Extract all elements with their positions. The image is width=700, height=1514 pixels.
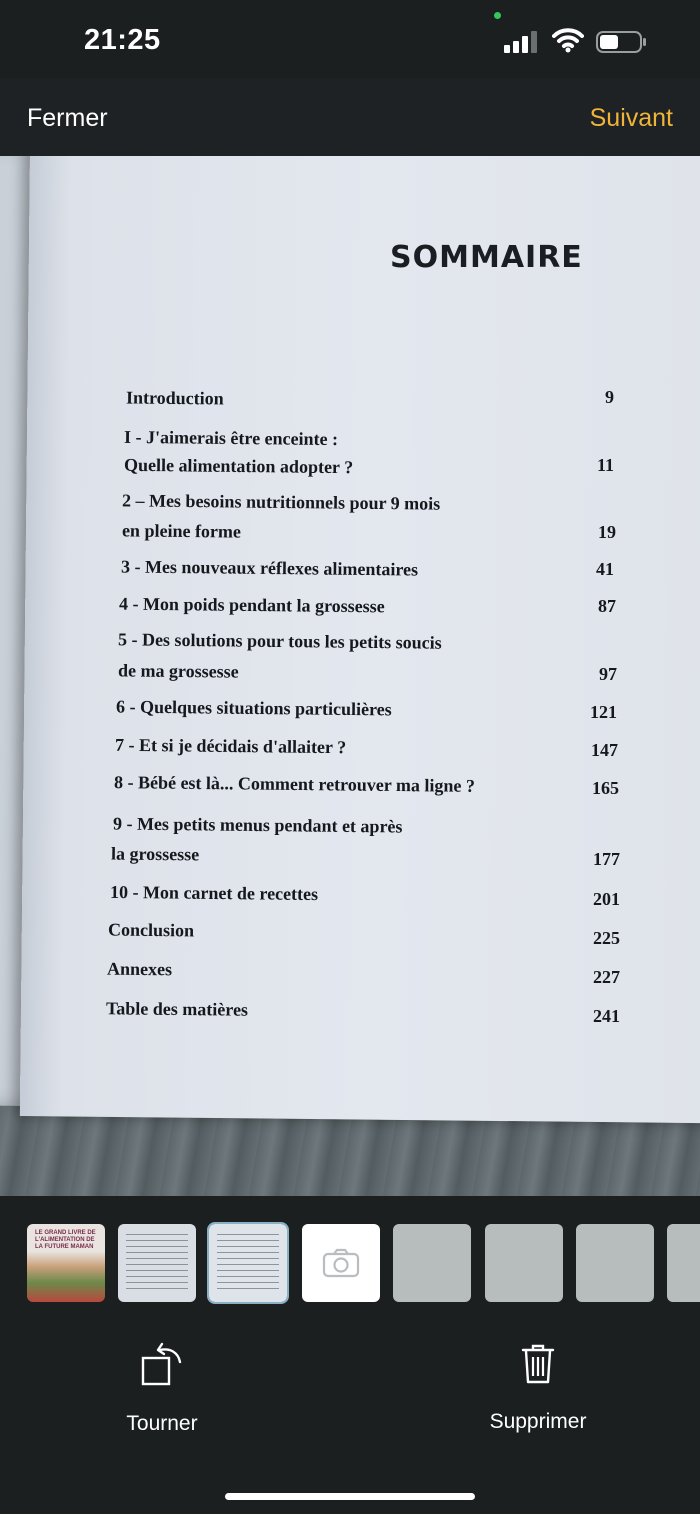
toc-entry-page-number: 41 [596, 559, 614, 579]
toc-entry-text: 8 - Bébé est là... Comment retrouver ma ligne ? [113, 772, 476, 796]
empty-slot [393, 1224, 471, 1302]
page-thumbnail-icon [217, 1234, 279, 1294]
toc-entry-text: 7 - Et si je décidais d'allaiter ? [114, 734, 347, 758]
toc-entry-page-number: 201 [593, 889, 620, 909]
thumbnail-scan-3-selected[interactable] [209, 1224, 287, 1302]
delete-label: Supprimer [489, 1410, 587, 1433]
toc-entry-page-number: 147 [591, 740, 618, 760]
toc-entry-text: Quelle alimentation adopter ? [123, 454, 354, 478]
toc-entry-page-number: 121 [590, 702, 617, 722]
toc-entry-text: I - J'aimerais être enceinte : [123, 426, 339, 450]
close-button[interactable]: Fermer [27, 104, 108, 132]
toc-entry-text: Annexes [106, 958, 173, 980]
toc-entry-text: 2 – Mes besoins nutritionnels pour 9 mois [121, 490, 441, 514]
thumbnail-strip [0, 1196, 700, 1324]
toc-entry-text: 5 - Des solutions pour tous les petits soucis [117, 629, 442, 653]
document-title: SOMMAIRE [390, 240, 583, 275]
toc-entry-text: la grossesse [110, 843, 200, 865]
toc-entry-text: 6 - Quelques situations particulières [115, 696, 392, 720]
book-cover-text: LE GRAND LIVRE DE L'ALIMENTATION DE LA FUTURE MAMAN [35, 1230, 96, 1250]
status-time: 21:25 [84, 24, 161, 56]
rotate-button[interactable] [102, 1342, 222, 1436]
toc-entry-page-number: 241 [593, 1006, 620, 1026]
trash-icon [521, 1342, 555, 1386]
toc-entry-text: Introduction [125, 387, 224, 409]
home-indicator [225, 1493, 475, 1500]
toc-entry-page-number: 9 [605, 387, 614, 407]
toc-entry-page-number: 165 [592, 778, 619, 798]
toc-entry-page-number: 11 [596, 455, 614, 475]
rotate-icon [140, 1342, 184, 1388]
add-scan-button[interactable] [302, 1224, 380, 1302]
empty-slot [485, 1224, 563, 1302]
toc-entry-text: 9 - Mes petits menus pendant et après [112, 813, 403, 837]
toc-entry-text: en pleine forme [121, 520, 242, 542]
toc-entry-page-number: 225 [593, 928, 620, 948]
next-button[interactable]: Suivant [589, 104, 673, 132]
page-thumbnail-icon [126, 1234, 188, 1294]
delete-button[interactable] [470, 1342, 606, 1434]
bottom-toolbar [0, 1324, 700, 1514]
toc-entry-page-number: 227 [593, 967, 620, 987]
toc-entry-page-number: 19 [598, 522, 616, 542]
toc-entry-page-number: 87 [598, 596, 616, 616]
toc-entry-page-number: 97 [599, 664, 617, 684]
toc-entry-text: 4 - Mon poids pendant la grossesse [118, 593, 385, 617]
empty-slot [576, 1224, 654, 1302]
toc-entry-text: Table des matières [105, 998, 249, 1020]
toc-entry-text: 10 - Mon carnet de recettes [109, 881, 319, 905]
toc-entry-text: Conclusion [107, 919, 195, 941]
empty-slot [667, 1224, 700, 1302]
thumbnail-scan-1[interactable] [27, 1224, 105, 1302]
toc-entry-page-number: 177 [593, 849, 620, 869]
rotate-label: Tourner [126, 1412, 198, 1435]
camera-icon [322, 1248, 360, 1278]
toc-entry-text: 3 - Mes nouveaux réflexes alimentaires [120, 556, 419, 580]
thumbnail-scan-2[interactable] [118, 1224, 196, 1302]
toc-entry-text: de ma grossesse [117, 660, 239, 682]
